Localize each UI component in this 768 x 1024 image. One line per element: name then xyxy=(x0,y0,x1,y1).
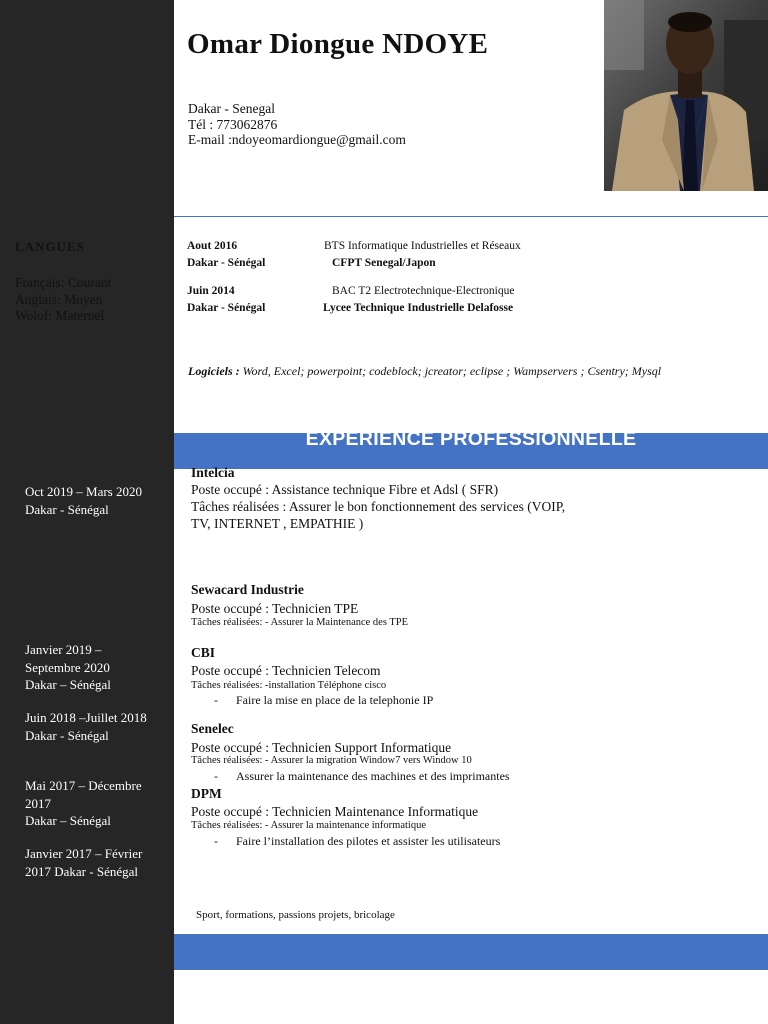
job-post: Poste occupé : Technicien Support Informatique xyxy=(191,740,452,755)
languages-title: LANGUES xyxy=(15,239,85,254)
job-place: Dakar - Sénégal xyxy=(25,501,109,517)
job-dates xyxy=(25,845,155,880)
header-divider xyxy=(174,216,768,217)
job-bullet: - Assurer la maintenance des machines et des imprimantes xyxy=(214,769,510,783)
job-company: CBI xyxy=(191,645,216,660)
job-period: Janvier 2017 – Février 2017 Dakar - Sénégal xyxy=(25,846,143,879)
job-period: Oct 2019 – Mars 2020 xyxy=(25,484,142,499)
software-line xyxy=(188,364,668,380)
job-post: Poste occupé : Assistance technique Fibre et Adsl ( SFR) xyxy=(191,482,499,497)
education-diploma: BTS Informatique Industrielles et Réseaux xyxy=(324,240,521,252)
job-company: Senelec xyxy=(191,721,234,736)
job-period: Mai 2017 – Décembre 2017 xyxy=(25,778,142,811)
job-tasks: Tâches réalisées: -installation Téléphone cisco xyxy=(191,680,387,691)
software-list: Word, Excel; powerpoint; codeblock; jcreator; eclipse ; Wampservers ; Csentry; Mysql xyxy=(239,364,662,378)
education-school: CFPT Senegal/Japon xyxy=(332,257,436,269)
job-period: Janvier 2019 – Septembre 2020 xyxy=(25,642,110,675)
education-diploma: BAC T2 Electrotechnique-Electronique xyxy=(332,285,515,297)
education-date: Aout 2016 xyxy=(187,240,238,252)
job-bullet: - Faire la mise en place de la telephonie IP xyxy=(214,693,434,707)
job-place: Dakar – Sénégal xyxy=(25,677,111,692)
contact-city: Dakar - Senegal xyxy=(188,101,275,116)
person-name: Omar Diongue NDOYE xyxy=(187,28,489,60)
job-post: Poste occupé : Technicien TPE xyxy=(191,601,359,616)
job-company: Intelcia xyxy=(191,465,235,480)
footer-band xyxy=(174,934,768,970)
education-school: Lycee Technique Industrielle Delafosse xyxy=(323,302,514,314)
job-company: Sewacard Industrie xyxy=(191,582,304,597)
software-label: Logiciels : xyxy=(188,364,240,378)
profile-photo xyxy=(604,0,768,191)
job-place: Dakar - Sénégal xyxy=(25,727,109,743)
education-place: Dakar - Sénégal xyxy=(187,257,266,269)
job-tasks: Tâches réalisées: - Assurer la migration Window7 vers Window 10 xyxy=(191,755,472,766)
education-date: Juin 2014 xyxy=(187,285,235,297)
language-english: Anglais: Moyen xyxy=(15,291,103,307)
job-company: DPM xyxy=(191,786,222,801)
job-place: Dakar – Sénégal xyxy=(25,813,111,828)
job-tasks: Tâches réalisées: - Assurer la Maintenance des TPE xyxy=(191,617,409,628)
job-tasks: Tâches réalisées : Assurer le bon fonctionnement des services (VOIP, xyxy=(191,499,566,514)
job-period: Juin 2018 –Juillet 2018 xyxy=(25,710,147,725)
job-dates xyxy=(25,641,155,694)
job-bullet-text: Assurer la maintenance des machines et des imprimantes xyxy=(236,769,510,783)
contact-block xyxy=(188,101,406,148)
languages-list xyxy=(15,275,111,325)
contact-email: E-mail :ndoyeomardiongue@gmail.com xyxy=(188,132,406,147)
contact-phone: Tél : 773062876 xyxy=(188,116,278,132)
language-french: Français: Courant xyxy=(15,275,112,290)
experience-title: EXPERIENCE PROFESSIONNELLE xyxy=(305,428,637,450)
job-post: Poste occupé : Technicien Telecom xyxy=(191,663,381,678)
job-bullet: - Faire l’installation des pilotes et assister les utilisateurs xyxy=(214,834,501,848)
language-wolof: Wolof: Maternel xyxy=(15,308,105,323)
interests-text: Sport, formations, passions projets, bricolage xyxy=(196,909,395,921)
job-dates xyxy=(25,709,155,744)
job-dates xyxy=(25,777,155,830)
job-bullet-text: Faire la mise en place de la telephonie IP xyxy=(236,693,434,707)
job-tasks-continued: TV, INTERNET , EMPATHIE ) xyxy=(191,516,364,531)
job-tasks: Tâches réalisées: - Assurer la maintenance informatique xyxy=(191,820,426,831)
profile-photo-illustration xyxy=(604,0,768,191)
job-post: Poste occupé : Technicien Maintenance Informatique xyxy=(191,804,479,819)
job-bullet-text: Faire l’installation des pilotes et assister les utilisateurs xyxy=(236,834,501,848)
job-dates xyxy=(25,483,155,518)
education-place: Dakar - Sénégal xyxy=(187,302,266,314)
